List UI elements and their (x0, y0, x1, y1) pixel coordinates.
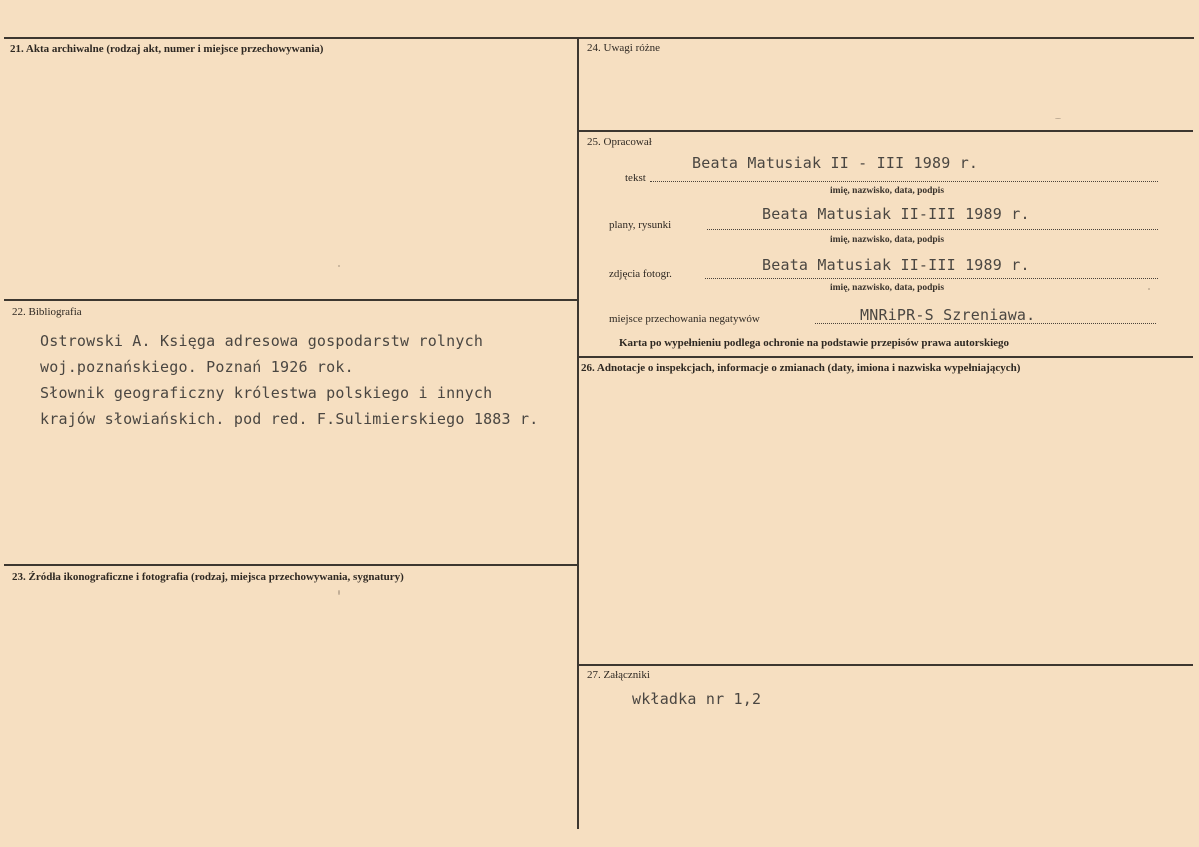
top-rule (4, 37, 1194, 39)
tekst-value: Beata Matusiak II - III 1989 r. (692, 154, 979, 172)
bibliography-line-2: woj.poznańskiego. Poznań 1926 rok. (40, 358, 354, 376)
copyright-note: Karta po wypełnieniu podlega ochronie na podstawie przepisów prawa autorskiego (619, 337, 1010, 349)
tekst-label: tekst (625, 172, 646, 184)
bibliography-line-4: krajów słowiańskich. pod red. F.Sulimierskiego 1883 r. (40, 410, 539, 428)
zdjecia-dotted-line (705, 278, 1158, 279)
paper-speck (1148, 288, 1150, 290)
plany-label: plany, rysunki (609, 219, 672, 231)
section-22-label: 22. Bibliografia (12, 306, 82, 318)
negatywy-value: MNRiPR-S Szreniawa. (860, 306, 1036, 324)
paper-speck (338, 590, 340, 595)
negatywy-label: miejsce przechowania negatywów (609, 313, 760, 325)
divider-26-27 (578, 664, 1193, 666)
section-26-label: 26. Adnotacje o inspekcjach, informacje o zmianach (daty, imiona i nazwiska wypełniających) (581, 362, 1021, 374)
bibliography-line-1: Ostrowski A. Księga adresowa gospodarstw rolnych (40, 332, 484, 350)
divider-24-25 (578, 130, 1193, 132)
center-divider (577, 37, 579, 829)
plany-sublabel: imię, nazwisko, data, podpis (830, 235, 945, 245)
section-21-label: 21. Akta archiwalne (rodzaj akt, numer i miejsce przechowywania) (10, 43, 324, 55)
plany-value: Beata Matusiak II-III 1989 r. (762, 205, 1030, 223)
plany-dotted-line (707, 229, 1158, 230)
attachments-value: wkładka nr 1,2 (632, 690, 762, 708)
tekst-dotted-line (650, 181, 1158, 182)
zdjecia-value: Beata Matusiak II-III 1989 r. (762, 256, 1030, 274)
divider-25-26 (578, 356, 1193, 358)
divider-21-22 (4, 299, 578, 301)
divider-22-23 (4, 564, 578, 566)
section-23-label: 23. Źródła ikonograficzne i fotografia (rodzaj, miejsca przechowywania, sygnatury) (12, 571, 404, 583)
paper-speck (338, 265, 340, 267)
zdjecia-label: zdjęcia fotogr. (609, 268, 672, 280)
paper-speck (1055, 118, 1061, 119)
tekst-sublabel: imię, nazwisko, data, podpis (830, 186, 945, 196)
section-24-label: 24. Uwagi różne (587, 42, 661, 54)
zdjecia-sublabel: imię, nazwisko, data, podpis (830, 283, 945, 293)
section-27-label: 27. Załączniki (587, 669, 650, 681)
bibliography-line-3: Słownik geograficzny królestwa polskiego i innych (40, 384, 493, 402)
section-25-label: 25. Opracował (587, 136, 652, 148)
negatywy-dotted-line (815, 323, 1156, 324)
